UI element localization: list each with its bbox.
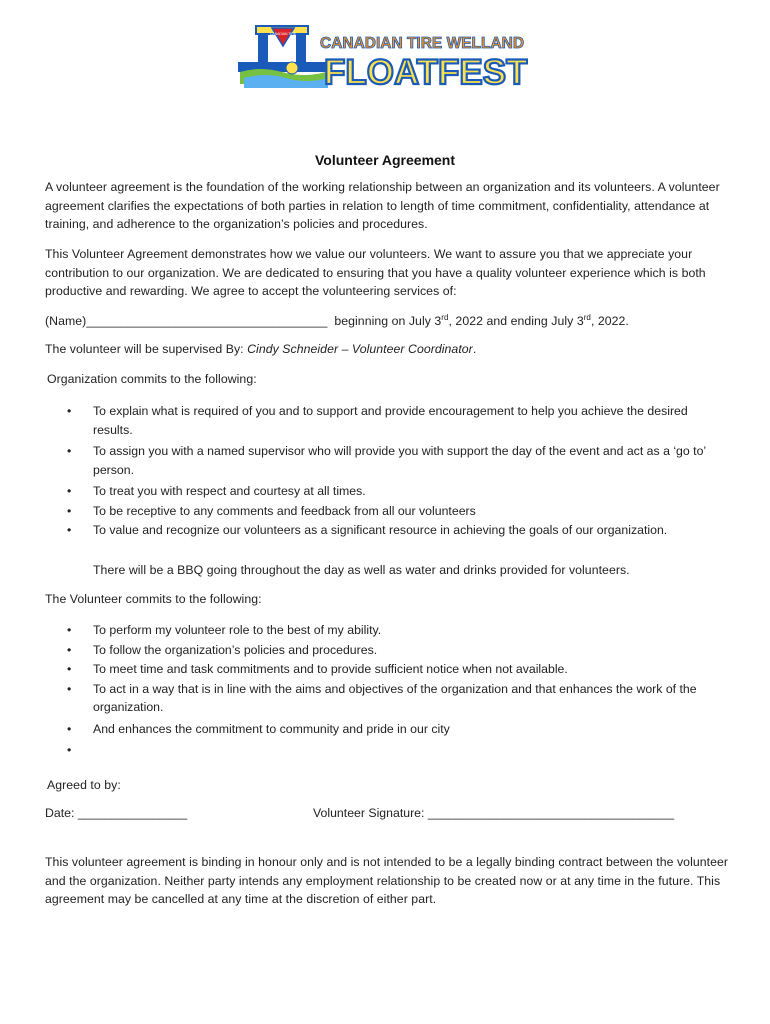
begin-text: beginning on July 3 xyxy=(334,314,442,328)
bullet: • xyxy=(67,662,72,676)
supervisor-line xyxy=(45,340,735,359)
emblem-text: CANADIAN TIRE xyxy=(269,32,297,36)
list-item-text: To assign you with a named supervisor who will provide you with support the day of the event and act as a ‘go to’ person. xyxy=(93,444,706,477)
list-item-text: To be receptive to any comments and feedback from all our volunteers xyxy=(93,503,476,518)
bullet: • xyxy=(67,681,72,696)
volunteer-commits-list xyxy=(45,621,725,759)
logo-line1: CANADIAN TIRE WELLAND xyxy=(320,35,525,52)
end-text: , 2022. xyxy=(590,314,629,328)
signature-blank[interactable]: ____________________________________ xyxy=(427,806,675,820)
bullet: • xyxy=(67,642,72,657)
list-item-text: To act in a way that is in line with the aims and objectives of the organization and that enhances the work of the organization. xyxy=(93,681,697,714)
list-item xyxy=(45,741,725,759)
supervisor-name: Cindy Schneider – Volunteer Coordinator xyxy=(247,342,473,356)
bullet: • xyxy=(67,503,72,518)
page-title: Volunteer Agreement xyxy=(314,152,456,168)
list-item xyxy=(45,680,725,717)
list-item xyxy=(45,521,725,540)
list-item xyxy=(45,720,725,739)
list-item xyxy=(45,621,725,640)
list-item-text: And enhances the commitment to community and pride in our city xyxy=(93,721,450,736)
list-item-text: To explain what is required of you and to support and provide encouragement to help you achieve the desired results. xyxy=(93,404,688,437)
bullet: • xyxy=(67,484,72,498)
ordinal-1: rd xyxy=(441,312,449,322)
list-item-text: To treat you with respect and courtesy at all times. xyxy=(93,484,366,498)
logo-line2: FLOATFEST xyxy=(324,53,528,92)
date-field[interactable] xyxy=(45,806,187,820)
list-item xyxy=(45,442,725,479)
duck-icon xyxy=(286,62,298,74)
floatfest-logo xyxy=(236,22,528,94)
closing-paragraph: This volunteer agreement is binding in honour only and is not intended to be a legally binding contract between the volunteer and the organization. Neither party intends any employment relationship to be created now or at any time in the future. This agreement may be cancelled at any time at the discretion of either part. xyxy=(45,855,729,906)
ordinal-2: rd xyxy=(583,312,591,322)
bullet: • xyxy=(67,721,72,736)
supervisor-label: The volunteer will be supervised By: xyxy=(45,342,248,356)
list-item-text: To value and recognize our volunteers as a significant resource in achieving the goals of our organization. xyxy=(93,523,668,537)
bullet: • xyxy=(67,404,72,418)
intro-paragraph-1: A volunteer agreement is the foundation of the working relationship between an organization and its volunteers. A volunteer agreement clarifies the expectations of both parties in relation to length of time commitment, confidentiality, attendance at training, and adherence to the organization’s policies and procedures. xyxy=(45,180,720,231)
agreed-label: Agreed to by: xyxy=(47,778,121,792)
supervisor-period: . xyxy=(472,342,477,356)
bullet: • xyxy=(67,623,72,637)
list-item xyxy=(45,502,725,521)
canadian-tire-emblem xyxy=(272,28,294,46)
volunteer-commits-heading: The Volunteer commits to the following: xyxy=(45,592,262,606)
org-commits-heading: Organization commits to the following: xyxy=(47,372,257,386)
list-item xyxy=(45,402,725,439)
intro-paragraph-2: This Volunteer Agreement demonstrates how we value our volunteers. We want to assure you that we appreciate your contribution to our organization. We are dedicated to ensuring that you have a quality volunteer experience which is both productive and rewarding. We agree to accept the volunteering services of: xyxy=(45,247,706,298)
name-line xyxy=(45,312,735,331)
bbq-note: There will be a BBQ going throughout the day as well as water and drinks provided for volunteers. xyxy=(93,563,630,577)
bullet: • xyxy=(67,523,72,537)
date-blank[interactable]: ________________ xyxy=(77,806,188,820)
list-item xyxy=(45,641,725,660)
list-item-text: To follow the organization’s policies and procedures. xyxy=(93,642,378,657)
logo-graphic xyxy=(236,22,528,94)
org-commits-list xyxy=(45,402,725,540)
date-label: Date: xyxy=(45,806,78,820)
list-item-text: To perform my volunteer role to the best of my ability. xyxy=(93,623,382,637)
bullet: • xyxy=(67,444,72,458)
signature-label: Volunteer Signature: xyxy=(313,806,428,820)
bullet: • xyxy=(67,743,72,757)
list-item xyxy=(45,482,725,501)
mid-text: , 2022 and ending July 3 xyxy=(448,314,584,328)
name-label: (Name) xyxy=(45,314,87,328)
list-item xyxy=(45,660,725,679)
list-item-text: To meet time and task commitments and to provide sufficient notice when not available. xyxy=(93,662,568,676)
name-blank: ___________________________________ xyxy=(86,314,328,328)
signature-field[interactable] xyxy=(313,806,674,820)
